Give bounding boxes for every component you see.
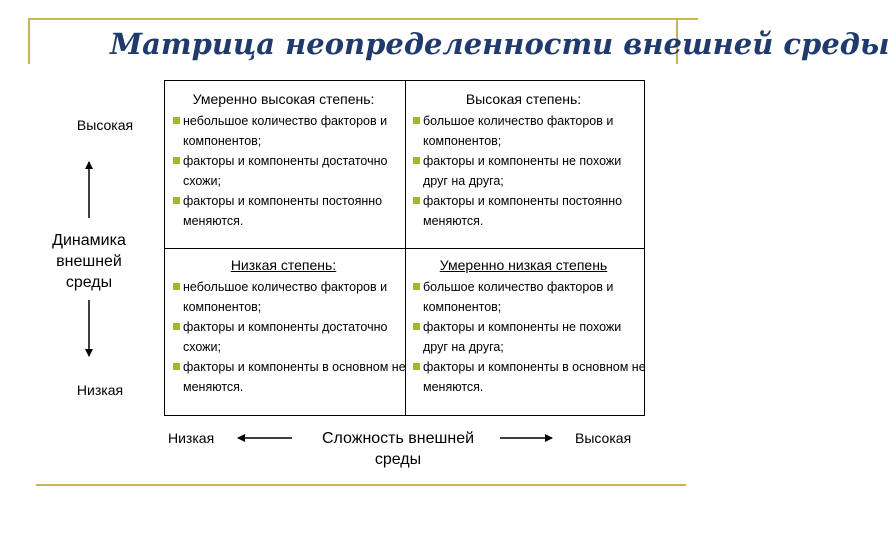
uncertainty-matrix (164, 80, 645, 416)
x-axis-high-label: Высокая (575, 430, 632, 446)
list-item-text: факторы и компоненты постоянно меняются. (183, 194, 383, 228)
quadrant-heading: Умеренно высокая степень: (192, 91, 375, 107)
bullet-icon (173, 363, 180, 370)
list-item-text: факторы и компоненты постоянно меняются. (423, 194, 623, 228)
bullet-icon (413, 197, 420, 204)
quadrant-low (171, 255, 409, 397)
bullet-icon (413, 283, 420, 290)
x-axis-low-label: Низкая (168, 430, 215, 446)
quadrant-moderately-low (411, 255, 649, 397)
list-item-text: небольшое количество факторов и компонентов; (183, 114, 388, 148)
list-item-text: факторы и компоненты не похожи друг на друга; (423, 320, 622, 354)
quadrant-moderately-high (171, 89, 409, 231)
bullet-icon (173, 323, 180, 330)
y-axis-title: Динамика внешней среды (52, 232, 126, 291)
list-item-text: факторы и компоненты достаточно схожи; (183, 320, 388, 354)
list-item (171, 357, 409, 397)
list-item (171, 317, 409, 357)
bullet-icon (413, 157, 420, 164)
list-item (411, 111, 649, 151)
bullet-icon (173, 117, 180, 124)
y-axis-high-label: Высокая (76, 117, 134, 133)
list-item (411, 191, 649, 231)
list-item (411, 151, 649, 191)
quadrant-high (411, 89, 649, 231)
list-item-text: факторы и компоненты в основном не меняются. (423, 360, 646, 394)
bullet-icon (173, 283, 180, 290)
y-axis-low-label: Низкая (76, 382, 124, 398)
bullet-icon (173, 197, 180, 204)
quadrant-heading: Умеренно низкая степень (439, 257, 608, 273)
list-item (411, 357, 649, 397)
bullet-icon (413, 117, 420, 124)
quadrant-heading: Низкая степень: (230, 257, 337, 273)
slide-title: Матрица неопределенности внешней среды (110, 27, 889, 61)
list-item (171, 191, 409, 231)
quadrant-heading: Высокая степень: (465, 91, 582, 107)
list-item-text: большое количество факторов и компонентов; (423, 280, 614, 314)
bullet-icon (413, 323, 420, 330)
bullet-icon (413, 363, 420, 370)
list-item (411, 317, 649, 357)
list-item-text: факторы и компоненты в основном не меняются. (183, 360, 406, 394)
bullet-icon (173, 157, 180, 164)
list-item (171, 111, 409, 151)
matrix-horizontal-divider (165, 248, 644, 249)
x-axis-title: Сложность внешней среды (321, 430, 475, 468)
list-item (171, 151, 409, 191)
list-item-text: факторы и компоненты достаточно схожи; (183, 154, 388, 188)
list-item (171, 277, 409, 317)
list-item-text: факторы и компоненты не похожи друг на друга; (423, 154, 622, 188)
list-item (411, 277, 649, 317)
list-item-text: большое количество факторов и компонентов; (423, 114, 614, 148)
list-item-text: небольшое количество факторов и компонентов; (183, 280, 388, 314)
